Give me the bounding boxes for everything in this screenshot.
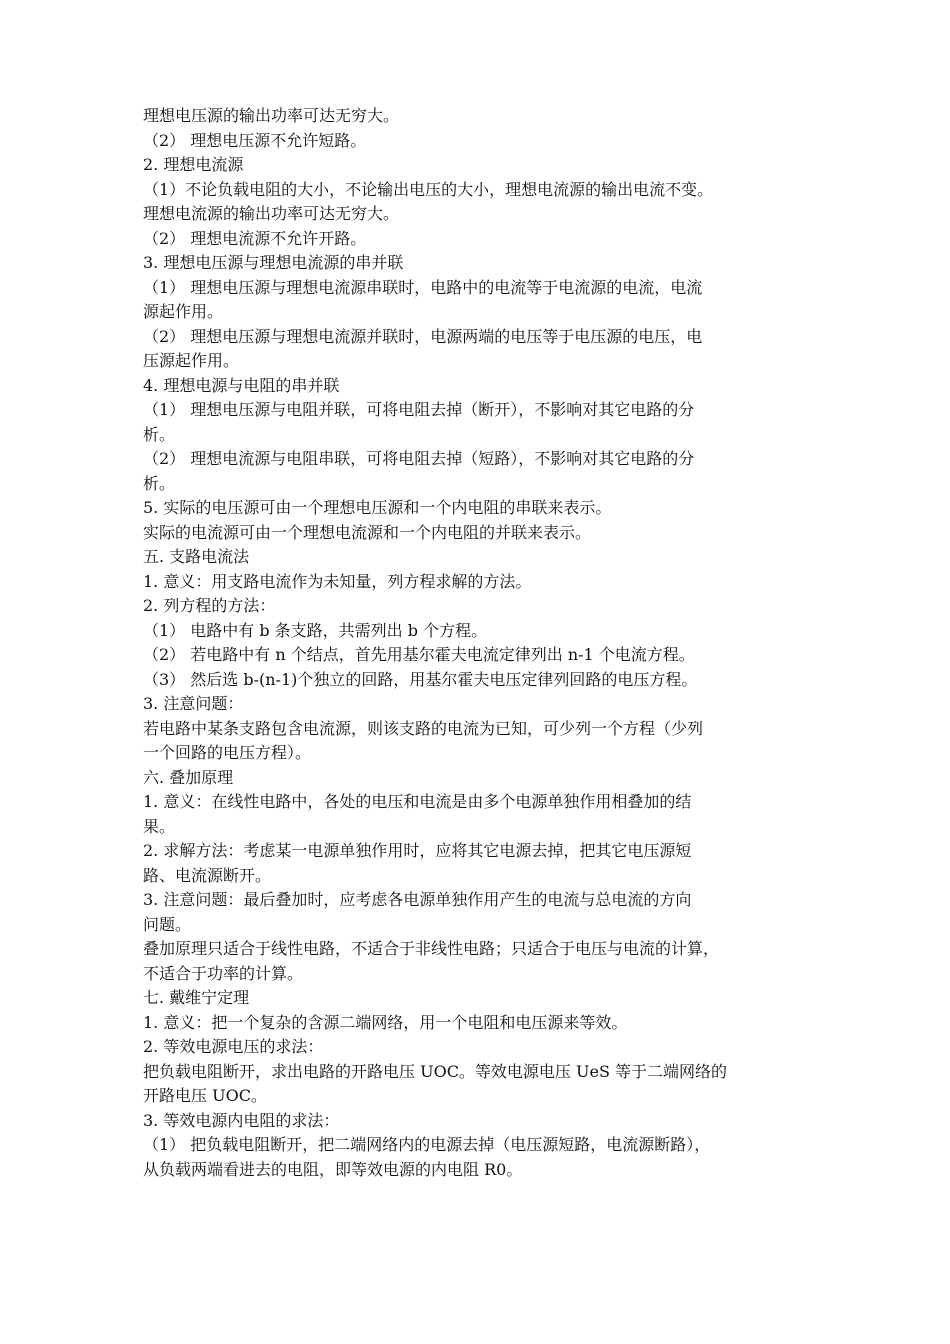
text-line: 2. 理想电流源: [143, 155, 244, 174]
text-line: 理想电压源的输出功率可达无穷大。: [143, 106, 400, 125]
chapter-heading: 七. 戴维宁定理: [143, 988, 250, 1007]
text-line: 问题。: [143, 914, 192, 934]
text-line: 析。: [143, 473, 176, 493]
text-line: （2） 理想电流源不允许开路。: [143, 228, 367, 248]
text-line: （1） 理想电压源与电阻并联，可将电阻去掉（断开），不影响对其它电路的分: [143, 400, 695, 419]
text-line: （1） 电路中有 b 条支路，共需列出 b 个方程。: [143, 620, 488, 640]
text-line: 1. 意义：在线性电路中，各处的电压和电流是由多个电源单独作用相叠加的结: [143, 792, 692, 811]
text-line: （2） 若电路中有 n 个结点，首先用基尔霍夫电流定律列出 n-1 个电流方程。: [143, 645, 695, 664]
text-line: 叠加原理只适合于线性电路，不适合于非线性电路；只适合于电压与电流的计算，: [143, 939, 720, 958]
text-line: （2） 理想电压源与理想电流源并联时，电源两端的电压等于电压源的电压，电: [143, 326, 703, 346]
text-line: 果。: [143, 816, 176, 836]
text-line: 源起作用。: [143, 302, 224, 321]
text-line: 2. 等效电源电压的求法：: [143, 1037, 324, 1056]
text-line: 把负载电阻断开，求出电路的开路电压 UOC。等效电源电压 UeS 等于二端网络的: [143, 1061, 728, 1081]
text-line: （2） 理想电压源不允许短路。: [143, 130, 367, 150]
text-line: 3. 注意问题：最后叠加时，应考虑各电源单独作用产生的电流与总电流的方向: [143, 890, 692, 909]
text-line: （3） 然后选 b-(n-1)个独立的回路，用基尔霍夫电压定律列回路的电压方程。: [143, 669, 698, 689]
text-line: 1. 意义：把一个复杂的含源二端网络，用一个电阻和电压源来等效。: [143, 1012, 628, 1032]
document-body: [143, 104, 813, 1182]
text-line: （2） 理想电流源与电阻串联，可将电阻去掉（短路），不影响对其它电路的分: [143, 449, 695, 468]
text-line: 不适合于功率的计算。: [143, 963, 304, 983]
section-heading: 3. 理想电压源与理想电流源的串并联: [143, 253, 404, 272]
text-line: 5. 实际的电压源可由一个理想电压源和一个内电阻的串联来表示。: [143, 498, 612, 517]
text-line: （1）不论负载电阻的大小，不论输出电压的大小，理想电流源的输出电流不变。: [143, 179, 714, 199]
text-line: 从负载两端看进去的电阻，即等效电源的内电阻 R0。: [143, 1159, 523, 1179]
text-line: 压源起作用。: [143, 351, 240, 370]
text-line: 析。: [143, 424, 176, 444]
text-line: 理想电流源的输出功率可达无穷大。: [143, 204, 400, 223]
text-line: （1） 理想电压源与理想电流源串联时，电路中的电流等于电流源的电流，电流: [143, 277, 703, 297]
text-line: 1. 意义：用支路电流作为未知量，列方程求解的方法。: [143, 571, 532, 591]
section-heading: 4. 理想电源与电阻的串并联: [143, 375, 340, 395]
text-line: 2. 求解方法：考虑某一电源单独作用时，应将其它电源去掉，把其它电压源短: [143, 841, 692, 860]
text-line: 3. 等效电源内电阻的求法：: [143, 1110, 340, 1130]
text-line: 一个回路的电压方程）。: [143, 743, 312, 762]
text-line: 若电路中某条支路包含电流源，则该支路的电流为已知，可少列一个方程（少列: [143, 718, 704, 738]
text-line: 实际的电流源可由一个理想电流源和一个内电阻的并联来表示。: [143, 522, 592, 542]
text-line: 开路电压 UOC。: [143, 1086, 267, 1105]
text-line: 2. 列方程的方法：: [143, 596, 276, 615]
chapter-heading: 六. 叠加原理: [143, 767, 234, 787]
text-line: （1） 把负载电阻断开，把二端网络内的电源去掉（电压源短路，电流源断路），: [143, 1135, 711, 1154]
chapter-heading: 五. 支路电流法: [143, 547, 250, 566]
text-line: 3. 注意问题：: [143, 694, 244, 713]
text-line: 路、电流源断开。: [143, 865, 272, 885]
